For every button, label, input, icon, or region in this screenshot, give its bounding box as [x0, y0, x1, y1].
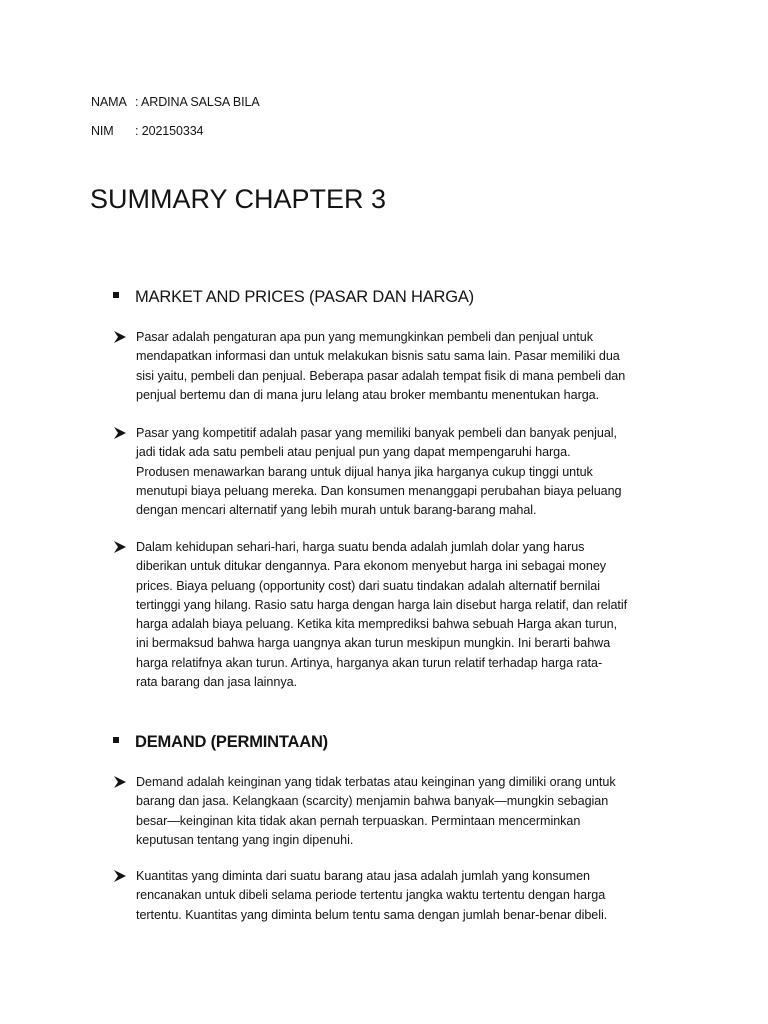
- list-item: [113, 867, 683, 925]
- nim-label: NIM: [91, 124, 114, 138]
- arrow-bullet-icon: [113, 426, 127, 440]
- square-bullet-icon: [113, 292, 119, 298]
- square-bullet-icon: [113, 737, 119, 743]
- list-item: [113, 328, 683, 405]
- list-item: [113, 538, 683, 692]
- arrow-bullet-icon: [113, 330, 127, 344]
- section-heading-demand: [113, 731, 328, 753]
- paragraph-text: Pasar yang kompetitif adalah pasar yang memiliki banyak pembeli dan banyak penjual, jadi tidak ada satu pembeli atau penjual pun yang dapat mempengaruhi harga. Produsen menawarkan barang untuk dijual hanya jika harganya cukup tinggi untuk menutupi biaya peluang mereka. Dan konsumen menanggapi perubahan biaya peluang dengan mencari alternatif yang lebih murah untuk barang-barang mahal.: [136, 426, 622, 518]
- paragraph-text: Kuantitas yang diminta dari suatu barang atau jasa adalah jumlah yang konsumen rencanakan untuk dibeli selama periode tertentu jangka waktu tertentu dengan harga tertentu. Kuantitas yang diminta belum tentu sama dengan jumlah benar-benar dibeli.: [136, 869, 608, 922]
- section-heading-text: MARKET AND PRICES (PASAR DAN HARGA): [135, 288, 474, 306]
- list-item: [113, 424, 683, 520]
- section-heading-text: DEMAND (PERMINTAAN): [135, 733, 328, 751]
- student-nim-row: [91, 123, 203, 139]
- arrow-bullet-icon: [113, 869, 127, 883]
- name-label: NAMA: [91, 95, 127, 109]
- list-item: [113, 773, 683, 850]
- nim-value: : 202150334: [135, 124, 204, 138]
- section-heading-market: [113, 286, 474, 308]
- paragraph-text: Demand adalah keinginan yang tidak terbatas atau keinginan yang dimiliki orang untuk barang dan jasa. Kelangkaan (scarcity) menjamin bahwa banyak—mungkin sebagian besar—keinginan kita tidak akan pernah terpuaskan. Permintaan mencerminkan keputusan tentang yang ingin dipenuhi.: [136, 775, 616, 847]
- student-name-row: [91, 94, 260, 110]
- page-title: SUMMARY CHAPTER 3: [90, 184, 387, 214]
- arrow-bullet-icon: [113, 540, 127, 554]
- paragraph-text: Pasar adalah pengaturan apa pun yang memungkinkan pembeli dan penjual untuk mendapatkan informasi dan untuk melakukan bisnis satu sama lain. Pasar memiliki dua sisi yaitu, pembeli dan penjual. Beberapa pasar adalah tempat fisik di mana pembeli dan penjual bertemu dan di mana juru lelang atau broker membantu menentukan harga.: [136, 330, 626, 402]
- paragraph-text: Dalam kehidupan sehari-hari, harga suatu benda adalah jumlah dolar yang harus diberikan untuk ditukar dengannya. Para ekonom menyebut harga ini sebagai money prices. Biaya peluang (opportunity cost) dari suatu tindakan adalah alternatif bernilai tertinggi yang hilang. Rasio satu harga dengan harga lain disebut harga relatif, dan relatif harga adalah biaya peluang. Ketika kita memprediksi bahwa sebuah Harga akan turun, ini bermaksud bahwa harga uangnya akan turun meskipun mungkin. Ini berarti bahwa harga relatifnya akan turun. Artinya, harganya akan turun relatif terhadap harga rata- rata barang dan jasa lainnya.: [136, 540, 628, 690]
- arrow-bullet-icon: [113, 775, 127, 789]
- name-value: : ARDINA SALSA BILA: [135, 95, 260, 109]
